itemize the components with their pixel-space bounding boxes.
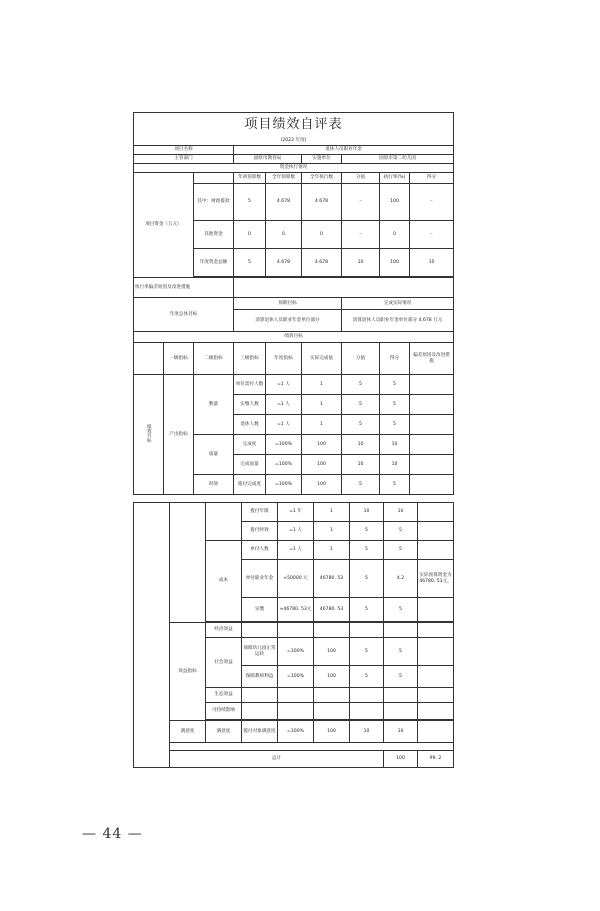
row-reason [410,375,454,395]
output-cont [170,503,206,623]
row-target: =1 人 [266,375,302,395]
row-target: ≈46780. 53元 [278,598,314,622]
table-row-lvl3: 完成质量 [234,455,266,475]
row-score: 5 [342,395,380,415]
row-score: 10 [350,721,384,743]
row-target: =1 人 [278,522,314,541]
row-score: 5 [342,475,380,495]
h-actual: 实际完成值 [302,343,342,375]
total-full: 4.678 [266,249,302,277]
row-actual: 1 [302,415,342,435]
project-name-value: 退休人员职业年金 [234,146,454,155]
perf-header: 绩效目标 [134,332,454,343]
fiscal-rate: 100 [380,184,410,221]
row-actual: 46780. 53 [314,598,350,622]
expected-goal: 清算退休人员职业年金单位部分 [234,310,342,332]
row-target: ≈50000 元 [278,560,314,598]
cost-label: 成本 [206,541,242,622]
row-score: 10 [350,503,384,522]
row-points: 5 [384,638,418,666]
other-score: – [342,221,380,249]
dept-value: 固原市教育局 [234,155,302,164]
row-target: =100% [266,435,302,455]
row-actual: 1 [314,503,350,522]
col-budget-initial: 年初预算数 [234,173,266,184]
h-score: 分值 [342,343,380,375]
row-points: 10 [384,721,418,743]
h-points: 得分 [380,343,410,375]
table-row-lvl3: 拨付时效 [242,522,278,541]
perf-target-label: 绩效目标 [134,375,164,495]
other-rate: 0 [380,221,410,249]
quantity-label: 数量 [194,375,234,435]
other-exec: 0 [302,221,342,249]
row-reason [410,455,454,475]
total-rate: 100 [380,249,410,277]
table-row-lvl3: 拨付对象满意度 [242,721,278,743]
row-actual: 100 [302,435,342,455]
quality-label: 质量 [194,435,234,475]
row-reason [410,435,454,455]
row-reason [418,598,454,622]
table-row-lvl3: 单付职业年金 [242,560,278,598]
form-part-1 [133,112,454,495]
row-reason [418,522,454,541]
annual-goal-label: 年度总体目标 [134,298,234,332]
table-row-lvl3: 单付人数 [242,541,278,560]
h-lvl1: 一级指标 [164,343,194,375]
total-score: 10 [342,249,380,277]
row-reason [418,541,454,560]
eco-label: 生态效益 [206,688,242,703]
row-score: 5 [350,522,384,541]
row-score: 10 [342,455,380,475]
fiscal-points: – [410,184,454,221]
fiscal-exec: 4.678 [302,184,342,221]
row-points: 4.2 [384,560,418,598]
form-part-2 [133,502,454,768]
funds-blank [194,173,234,184]
row-target: =1 年 [278,503,314,522]
deviation-label: 执行率偏差原因及改进措施 [134,278,234,298]
row-points: 5 [380,475,410,495]
satisfaction-label: 满意度 [170,721,206,743]
econ-label: 经济效益 [206,623,242,638]
social-label: 社会效益 [206,638,242,688]
other-points: – [410,221,454,249]
fiscal-score: – [342,184,380,221]
row-points: 10 [380,435,410,455]
row-score: 5 [350,541,384,560]
project-name-label: 项目名称 [134,146,234,155]
sum-label: 总计 [170,751,384,768]
row-actual: 100 [302,475,342,495]
row-points: 5 [380,415,410,435]
row-actual: 100 [314,721,350,743]
col-score: 分值 [342,173,380,184]
row-reason [418,666,454,688]
timeliness-label: 时效 [194,475,234,495]
row-target: =100% [266,475,302,495]
row-reason [410,395,454,415]
row-actual: 100 [314,666,350,688]
actual-goal: 清算退休人员职业年金单位部分 4.678 万元 [342,310,454,332]
row-target: =1 人 [278,541,314,560]
total-initial: 5 [234,249,266,277]
row-actual: 100 [314,638,350,666]
h-lvl3: 三级指标 [234,343,266,375]
other-label: 其他资金 [194,221,234,249]
page-number: — 44 — [82,826,143,842]
total-exec: 4.678 [302,249,342,277]
row-score: 5 [350,666,384,688]
other-initial: 0 [234,221,266,249]
satisfaction-lvl2: 满意度 [206,721,242,743]
col-rate: 执行率(%) [380,173,410,184]
fiscal-label: 其中：财政拨款 [194,184,234,221]
self-evaluation-form [133,112,453,768]
row-target: =100% [278,666,314,688]
row-points: 5 [384,541,418,560]
row-score: 5 [342,415,380,435]
expected-label: 预期目标 [234,298,342,310]
row-points: 5 [380,375,410,395]
row-points: 10 [380,455,410,475]
fiscal-full: 4.678 [266,184,302,221]
col-budget-full: 全年预算数 [266,173,302,184]
impl-unit-value: 固原市第二幼儿园 [342,155,454,164]
row-actual: 46780. 53 [314,560,350,598]
table-row-lvl3: 保障教师利益 [242,666,278,688]
row-reason [418,721,454,743]
impl-unit-label: 实施单位 [302,155,342,164]
sum-points: 99. 2 [418,751,454,768]
row-reason [410,415,454,435]
perf-target-cont [134,503,170,768]
table-row-lvl3: 单位需付人数 [234,375,266,395]
row-target: =100% [266,455,302,475]
timeliness-cont [206,503,242,541]
row-points: 5 [384,598,418,622]
row-reason: 实际预算资金为46780. 53元。 [418,560,454,598]
perf-blank [134,343,164,375]
total-label: 年度资金总额 [194,249,234,277]
deviation-value [234,278,454,298]
row-target: =100% [278,638,314,666]
row-actual: 100 [302,455,342,475]
row-target: =1 人 [266,395,302,415]
row-actual: 1 [302,375,342,395]
table-row-lvl3: 完成度 [234,435,266,455]
table-row-lvl3: 拨付年限 [242,503,278,522]
sum-score: 100 [384,751,418,768]
row-score: 10 [342,435,380,455]
col-points: 得分 [410,173,454,184]
table-row-lvl3: 实缴人数 [234,395,266,415]
row-reason [410,475,454,495]
row-score: 5 [350,560,384,598]
project-funds-label: 项目资金（万元） [134,173,194,278]
output-label: 产出指标 [164,375,194,495]
table-row-lvl3: 退休人数 [234,415,266,435]
row-reason [418,638,454,666]
other-full: 0 [266,221,302,249]
table-row-lvl3: 实缴 [242,598,278,622]
dept-label: 主管部门 [134,155,234,164]
row-points: 10 [384,503,418,522]
row-actual: 1 [302,395,342,415]
fiscal-initial: 5 [234,184,266,221]
benefit-label: 效益指标 [170,623,206,721]
row-actual: 1 [314,522,350,541]
table-row-lvl3: 保障幼儿园正常运转 [242,638,278,666]
col-exec-full: 全年执行数 [302,173,342,184]
form-year: (2022 年度) [134,137,454,146]
row-points: 5 [380,395,410,415]
h-target: 年度指标 [266,343,302,375]
actual-label: 完成实际情况 [342,298,454,310]
row-score: 5 [342,375,380,395]
h-reason: 偏差原因及改进措施 [410,343,454,375]
row-score: 5 [350,598,384,622]
total-points: 10 [410,249,454,277]
funds-header: 资金执行情况 [134,164,454,173]
row-target: =1 人 [266,415,302,435]
form-title: 项目绩效自评表 [134,113,454,138]
row-target: =100% [278,721,314,743]
row-points: 5 [384,666,418,688]
row-reason [418,503,454,522]
row-actual: 1 [314,541,350,560]
table-row-lvl3: 拨付完成度 [234,475,266,495]
h-lvl2: 二级指标 [194,343,234,375]
row-score: 5 [350,638,384,666]
sustain-label: 可持续影响 [206,703,242,720]
row-points: 5 [384,522,418,541]
